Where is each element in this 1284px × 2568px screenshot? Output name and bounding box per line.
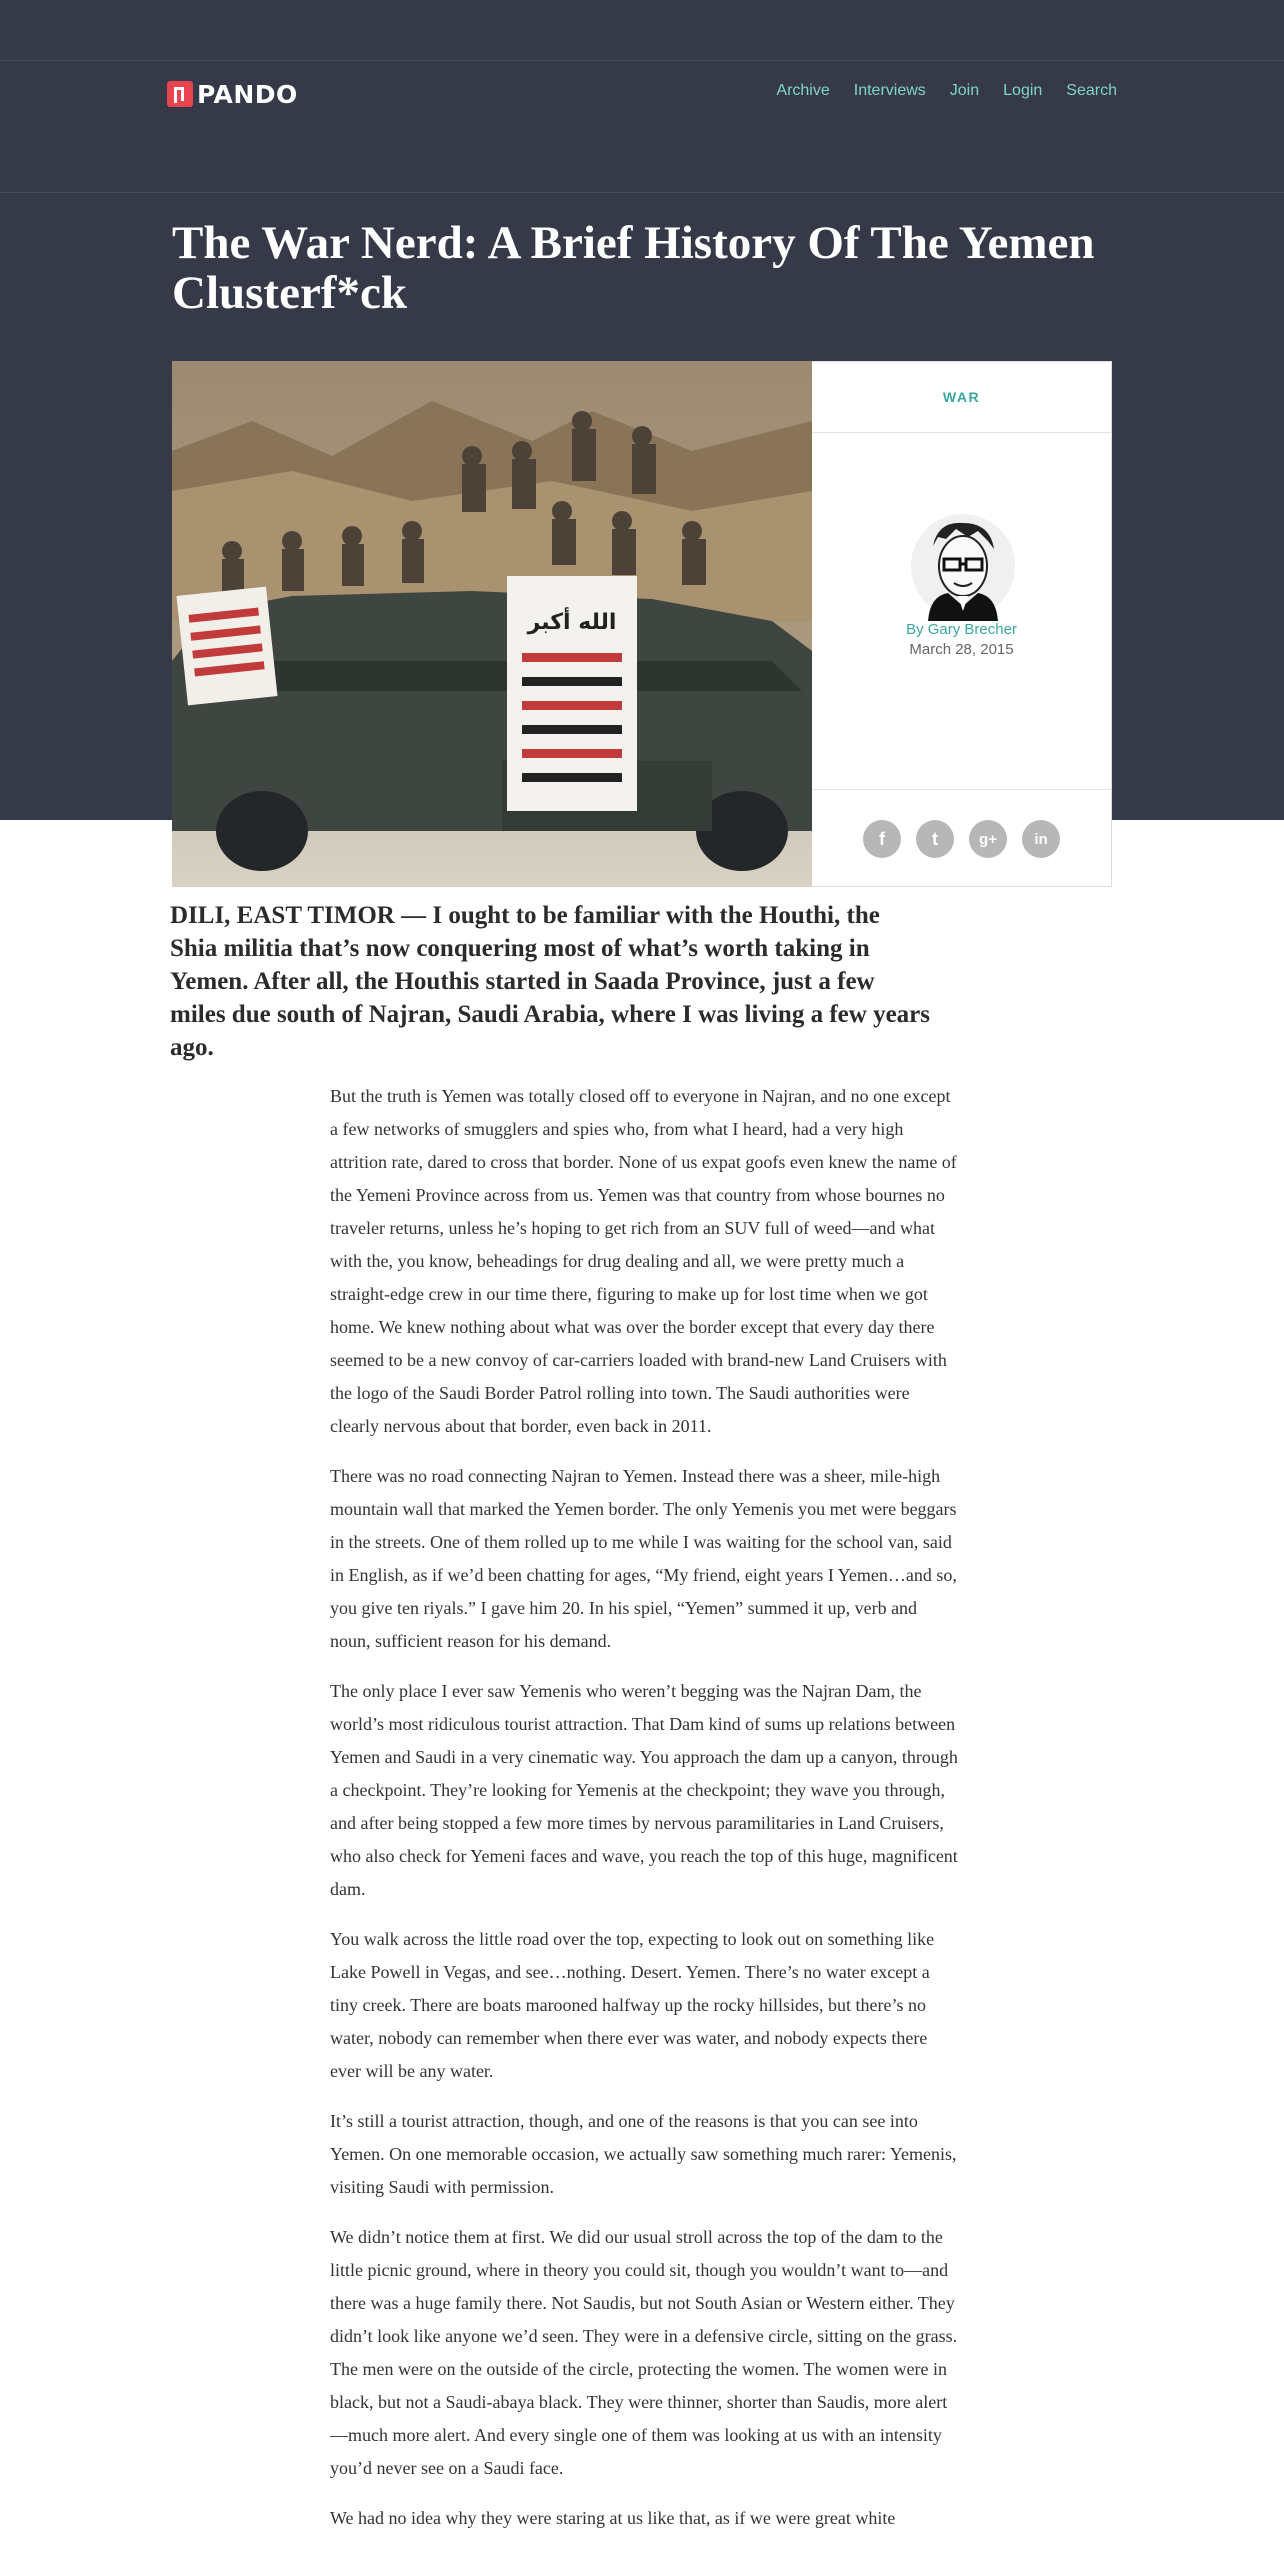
author-byline[interactable]: By Gary Brecher	[906, 621, 1017, 638]
share-buttons	[812, 790, 1111, 858]
article-body	[330, 1080, 960, 2552]
nav-login[interactable]: Login	[1003, 82, 1043, 99]
author-section	[812, 433, 1111, 790]
share-glyph: t	[932, 828, 938, 849]
hero-image	[172, 361, 812, 887]
category-label[interactable]: WAR	[942, 389, 981, 405]
paragraph: The only place I ever saw Yemenis who weren’t begging was the Najran Dam, the world’s most ridiculous tourist attraction. That Dam kind of sums up relations between Yemen and Saudi in a very cinematic way. You approach the dam up a canyon, through a checkpoint. They’re looking for Yemenis at the checkpoint; they wave you through, and after being stopped a few more times by nervous paramilitaries in Land Cruisers, who also check for Yemeni faces and wave, you reach the top of this huge, magnificent dam.	[330, 1681, 958, 1899]
share-glyph: in	[1034, 830, 1048, 848]
nav-search[interactable]: Search	[1066, 82, 1117, 99]
main-nav	[776, 82, 1117, 100]
divider	[0, 192, 1284, 193]
nav-join[interactable]: Join	[949, 82, 980, 99]
nav-archive[interactable]: Archive	[776, 82, 830, 99]
banner-text: الله أكبر	[527, 610, 617, 635]
twitter-icon[interactable]	[916, 820, 954, 858]
facebook-icon[interactable]	[863, 820, 901, 858]
category-section	[812, 362, 1111, 433]
paragraph: There was no road connecting Najran to Yemen. Instead there was a sheer, mile-high mountain wall that marked the Yemen border. The only Yemenis you met were beggars in the streets. One of them rolled up to me while I was waiting for the school van, said in English, as if we’d been chatting for ages, “My friend, eight years I Yemen…and so, you give ten riyals.” I gave him 20. In his spiel, “Yemen” summed it up, verb and noun, sufficient reason for his demand.	[330, 1466, 957, 1651]
paragraph: We had no idea why they were staring at us like that, as if we were great white	[330, 2508, 896, 2528]
article-sidebar	[812, 361, 1112, 887]
paragraph: You walk across the little road over the top, expecting to look out on something like Lake Powell in Vegas, and see…nothing. Desert. Yemen. There’s no water except a tiny creek. There are boats marooned halfway up the rocky hillsides, but there’s no water, nobody can remember when there ever was water, and nobody expects there ever will be any water.	[330, 1929, 935, 2081]
nav-interviews[interactable]: Interviews	[853, 82, 926, 99]
logo-icon	[167, 81, 193, 107]
author-avatar[interactable]	[908, 511, 1018, 621]
site-logo[interactable]	[167, 80, 298, 108]
logo-text: PANDO	[197, 79, 298, 109]
divider	[0, 60, 1284, 61]
google-plus-icon[interactable]	[969, 820, 1007, 858]
paragraph: But the truth is Yemen was totally closed off to everyone in Najran, and no one except a few networks of smugglers and spies who, from what I heard, had a very high attrition rate, dared to cross that border. None of us expat goofs even knew the name of the Yemeni Province across from us. Yemen was that country from whose bournes no traveler returns, unless he’s hoping to get rich from an SUV full of weed—and what with the, you know, beheadings for drug dealing and all, we were pretty much a straight-edge crew in our time there, figuring to make up for lost time when we got home. We knew nothing about what was over the border except that every day there seemed to be a new convoy of car-carriers loaded with brand-new Land Cruisers with the logo of the Saudi Border Patrol rolling into town. The Saudi authorities were clearly nervous about that border, even back in 2011.	[330, 1086, 957, 1436]
article-lede: DILI, EAST TIMOR — I ought to be familiar with the Houthi, the Shia militia that’s now conquering most of what’s worth taking in Yemen. After all, the Houthis started in Saada Province, just a few miles due south of Najran, Saudi Arabia, where I was living a few years ago.	[170, 902, 930, 1061]
paragraph: It’s still a tourist attraction, though, and one of the reasons is that you can see into Yemen. On one memorable occasion, we actually saw something much rarer: Yemenis, visiting Saudi with permission.	[330, 2111, 957, 2197]
linkedin-icon[interactable]	[1022, 820, 1060, 858]
publish-date: March 28, 2015	[909, 641, 1014, 658]
share-glyph: g+	[979, 830, 997, 848]
article-title: The War Nerd: A Brief History Of The Yemen Clusterf*ck	[172, 217, 1095, 319]
paragraph: We didn’t notice them at first. We did our usual stroll across the top of the dam to the little picnic ground, where in theory you could sit, though you wouldn’t want to—and there was a huge family there. Not Saudis, but not South Asian or Western either. They didn’t look like anyone we’d seen. They were in a defensive circle, sitting on the grass. The men were on the outside of the circle, protecting the women. The women were in black, but not a Saudi-abaya black. They were thinner, shorter than Saudis, more alert—much more alert. And every single one of them was looking at us with an intensity you’d never see on a Saudi face.	[330, 2227, 958, 2478]
share-glyph: f	[879, 828, 885, 849]
